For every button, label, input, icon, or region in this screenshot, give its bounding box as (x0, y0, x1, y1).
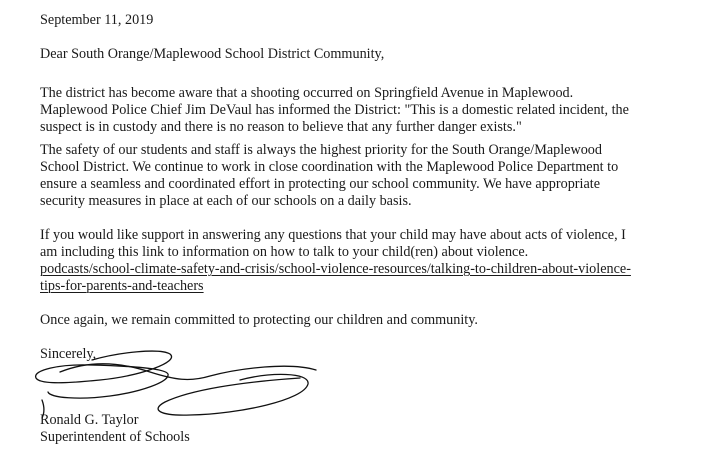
salutation: Dear South Orange/Maplewood School District Community, (40, 46, 385, 62)
closing-paragraph: Once again, we remain committed to protecting our children and community. (40, 312, 478, 328)
paragraph-1-line: The district has become aware that a shooting occurred on Springfield Avenue in Maplewood. (40, 85, 574, 101)
resource-link[interactable]: podcasts/school-climate-safety-and-crisis/school-violence-resources/talking-to-children-about-violence- (40, 261, 631, 277)
paragraph-2-line: School District. We continue to work in close coordination with the Maplewood Police Department to (40, 159, 619, 175)
paragraph-2-line: security measures in place at each of our schools on a daily basis. (40, 193, 412, 209)
paragraph-1-line: suspect is in custody and there is no reason to believe that any further danger exists." (40, 119, 522, 135)
signer-title: Superintendent of Schools (40, 429, 190, 445)
paragraph-3-line: If you would like support in answering any questions that your child may have about acts of violence, I (40, 227, 626, 243)
resource-link[interactable]: tips-for-parents-and-teachers (40, 278, 204, 294)
signature-stroke (60, 364, 316, 380)
paragraph-2-line: The safety of our students and staff is always the highest priority for the South Orange/Maplewood (40, 142, 602, 158)
paragraph-2-line: ensure a seamless and coordinated effort in protecting our school community. We have appropriate (40, 176, 601, 192)
paragraph-3-line: am including this link to information on how to talk to your child(ren) about violence. (40, 244, 529, 260)
signature-stroke (158, 374, 308, 415)
letter-date: September 11, 2019 (40, 12, 154, 28)
paragraph-1-line: Maplewood Police Chief Jim DeVaul has informed the District: "This is a domestic related incident, the (40, 102, 629, 118)
closing: Sincerely, (40, 346, 97, 362)
signer-name: Ronald G. Taylor (40, 412, 139, 428)
